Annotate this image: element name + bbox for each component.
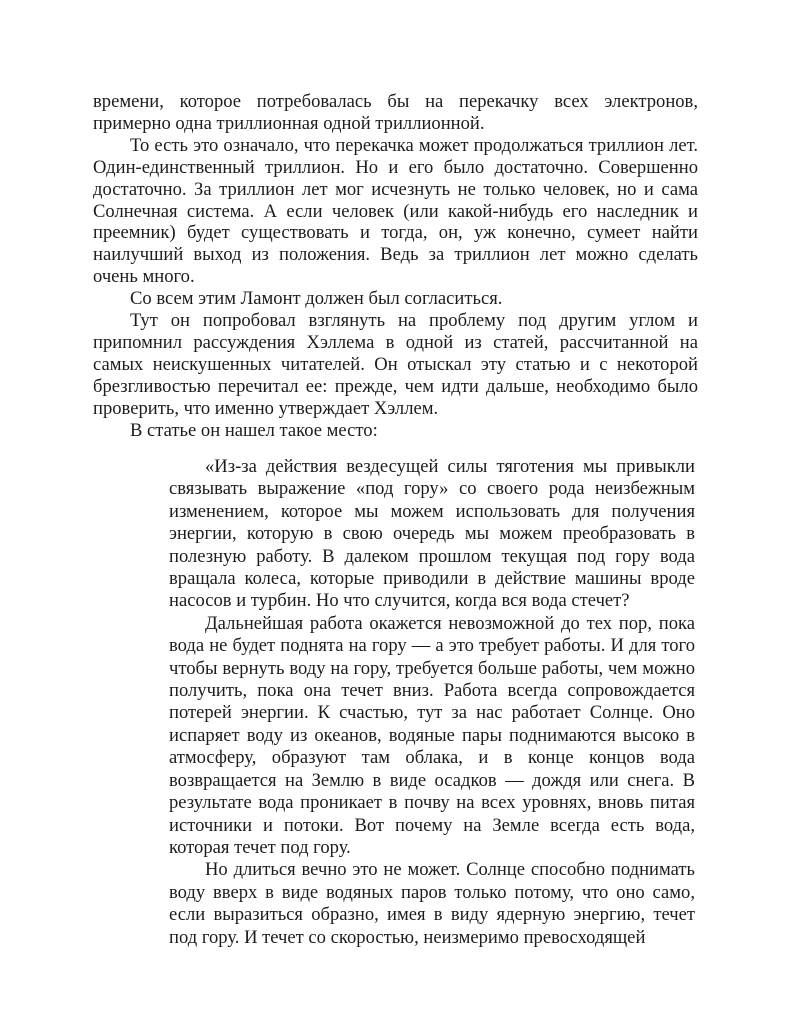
block-quote [169, 456, 695, 949]
quote-paragraph-water-cycle: Дальнейшая работа окажется невозможной до тех пор, пока вода не будет поднята на гору — а это требует работы. И для того чтобы вернуть воду на гору, требуется больше работы, чем можно получить, пока она течет вниз. Работа всегда сопровождается потерей энергии. К счастью, тут за нас работает Солнце. Оно испаряет воду из океанов, водяные пары поднимаются высоко в атмосферу, образуют там облака, и в конце концов вода возвращается на Землю в виде осадков — дождя или снега. В результате вода проникает в почву на всех уровнях, вновь питая источники и потоки. Вот почему на Земле всегда есть вода, которая течет под гору. [169, 612, 695, 858]
paragraph-hallam-article: Тут он попробовал взглянуть на проблему под другим углом и припомнил рассуждения Хэллема в одной из статей, рассчитанной на самых неискушенных читателей. Он отыскал эту статью и с некоторой брезгливостью перечитал ее: прежде, чем идти дальше, необходимо было проверить, что именно утверждает Хэллем. [93, 310, 698, 419]
paragraph-continuation: времени, которое потребовалась бы на перекачку всех электронов, примерно одна триллионная одной триллионной. [93, 91, 698, 134]
paragraph-trillion-years: То есть это означало, что перекачка может продолжаться триллион лет. Один-единственный триллион. Но и его было достаточно. Совершенно достаточно. За триллион лет мог исчезнуть не только человек, но и сама Солнечная система. А если человек (или какой-нибудь его наследник и преемник) будет существовать и тогда, он, уж конечно, сумеет найти наилучший выход из положения. Ведь за триллион лет можно сделать очень много. [93, 134, 698, 288]
body-text [93, 91, 698, 442]
paragraph-found-passage: В статье он нашел такое место: [130, 419, 378, 441]
quote-paragraph-gravity: «Из-за действия вездесущей силы тяготения мы привыкли связывать выражение «под гору» со своего рода неизбежным изменением, которое мы можем использовать для получения энергии, которую в свою очередь мы можем преобразовать в полезную работу. В далеком прошлом текущая под гору вода вращала колеса, которые приводили в действие машины вроде насосов и турбин. Но что случится, когда вся вода стечет? [169, 456, 695, 612]
paragraph-lamont-agrees: Со всем этим Ламонт должен был согласиться. [130, 288, 503, 310]
quote-paragraph-sun: Но длиться вечно это не может. Солнце способно поднимать воду вверх в виде водяных паров только потому, что оно само, если выразиться образно, имея в виду ядерную энергию, течет под гору. И течет со скоростью, неизмеримо превосходящей [169, 859, 695, 948]
